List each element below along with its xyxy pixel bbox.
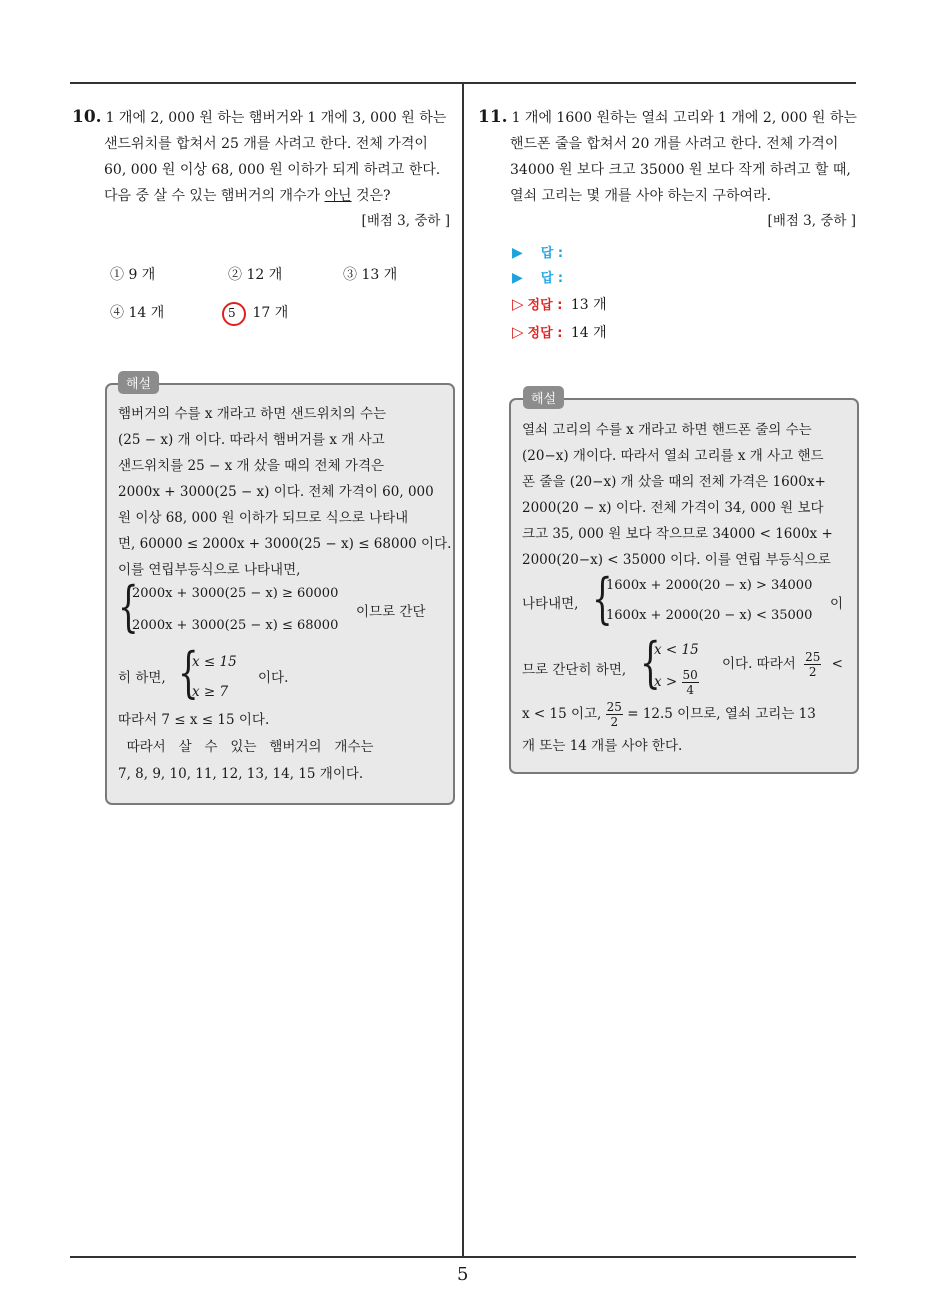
q10-line-4: 다음 중 살 수 있는 햄버거의 개수가 아닌 것은? [104,188,391,204]
question-11 [478,104,862,229]
q11-line-2: 핸드폰 줄을 합쳐서 20 개를 사려고 한다. 전체 가격이 [510,136,839,152]
q10-line-3: 60, 000 원 이상 68, 000 원 이하가 되게 하려고 한다. [104,162,441,178]
q10-system2-brace-icon: { [178,641,199,704]
fraction-25-over-2: $\frac{25}{2}$ [606,700,622,729]
q11-answer-field-1[interactable]: ▶ 답 : [512,245,564,261]
q11-number: 11. [478,107,508,127]
q10-emphasis: 아닌 [324,188,352,204]
answer-arrow-icon: ▶ [512,270,523,286]
q11-line-4: 열쇠 고리는 몇 개를 사야 하는지 구하여라. [510,188,772,204]
q10-number: 10. [72,107,102,127]
q11-points: [배점 3, 중하 ] [767,213,856,229]
q10-points: [배점 3, 중하 ] [361,213,450,229]
selected-answer-circle-icon [222,302,246,326]
choice-2[interactable]: ② 12 개 [228,267,283,283]
q10-system1-brace-icon: { [118,575,139,638]
q10-line-1: 10. 1 개에 2, 000 원 하는 햄버거와 1 개에 3, 000 원 하는 [72,107,447,127]
correct-arrow-icon: ▷ [512,323,524,341]
fraction-50-over-4: $\frac{50}{4}$ [682,668,698,697]
q11-solution-tag: 해설 [523,386,564,409]
q11-line-1: 11. 1 개에 1600 원하는 열쇠 고리와 1 개에 2, 000 원 하는 [478,107,857,127]
q10-choices [110,264,450,324]
q11-correct-answer-1: ▷ 정답 : 13 개 [512,295,607,313]
q11-correct-answer-2: ▷ 정답 : 14 개 [512,323,607,341]
correct-arrow-icon: ▷ [512,295,524,313]
choice-1[interactable]: ① 9 개 [110,267,156,283]
answer-arrow-icon: ▶ [512,245,523,261]
fraction-25-over-2: $\frac{25}{2}$ [805,650,821,679]
bottom-rule [70,1256,856,1258]
choice-5[interactable]: 5 17 개 [228,302,288,322]
q11-line-3: 34000 원 보다 크고 35000 원 보다 작게 하려고 할 때, [510,162,851,178]
q10-line-2: 샌드위치를 합쳐서 25 개를 사려고 한다. 전체 가격이 [104,136,428,152]
column-divider [462,82,464,1257]
choice-4[interactable]: ④ 14 개 [110,305,165,321]
q11-system1-brace-icon: { [592,567,613,630]
q11-system2-brace-icon: { [640,631,661,694]
q10-solution-tag: 해설 [118,371,159,394]
question-10 [72,104,458,229]
page-number: 5 [457,1264,469,1285]
choice-3[interactable]: ③ 13 개 [343,267,398,283]
q11-answer-field-2[interactable]: ▶ 답 : [512,270,564,286]
